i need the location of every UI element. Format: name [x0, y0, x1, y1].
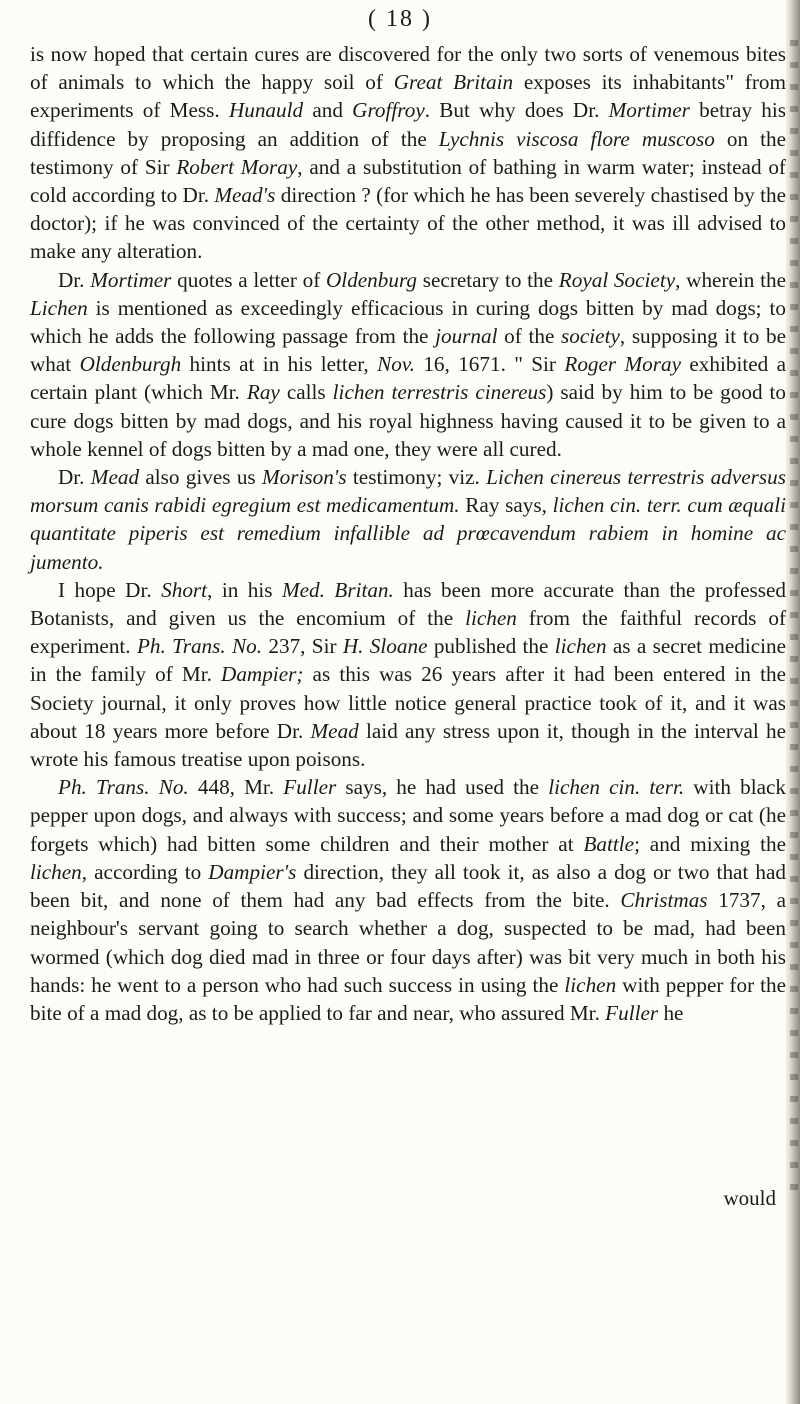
paragraph	[30, 576, 786, 773]
text-run: betray his diffidence by proposing an addition of the	[30, 98, 786, 151]
text-run: with pepper for the bite of a mad dog, as to be applied to far and near, who assured Mr.	[30, 972, 787, 1025]
italic-text-run: Mead's	[214, 183, 276, 208]
italic-text-run: lichen cin. terr.	[548, 775, 685, 800]
text-run: Ray says,	[459, 493, 553, 518]
text-run: testimony; viz.	[346, 465, 487, 490]
text-run: secretary to the	[417, 267, 559, 292]
paragraph	[30, 773, 786, 1027]
text-run: has been more accurate than the professed Botanists, and given us the encomium of the	[30, 577, 786, 631]
text-run: exhibited a certain plant (which Mr.	[30, 352, 787, 405]
text-run: Dr.	[58, 465, 91, 490]
text-run: direction, they all took it, as also a dog or two that had been bit, and none of them had any bad effects from the bite.	[30, 859, 786, 913]
italic-text-run: lichen	[30, 859, 82, 884]
paragraph	[30, 463, 786, 576]
text-run: direction ? (for which he has been severely chastised by the doctor); if he was convinced of the certainty of the other method, it was ill advised to make any alteration.	[30, 183, 786, 264]
text-run: as this was 26 years after it had been entered in the Society journal, it only proves how little notice general practice took of it, and it was about 18 years more before Dr.	[30, 662, 786, 743]
italic-text-run: Mortimer	[90, 267, 172, 292]
text-run: is now hoped that certain cures are discovered for the only two sorts of venemous bites of animals to which the happy soil of	[30, 42, 786, 95]
text-run: , in his	[207, 577, 282, 602]
italic-text-run: Lychnis viscosa flore muscoso	[438, 126, 715, 151]
italic-text-run: Christmas	[620, 888, 708, 913]
italic-text-run: Groffroy	[352, 98, 425, 123]
italic-text-run: Mead	[310, 718, 359, 743]
text-run: , and a substitution of bathing in warm water; instead of cold according to Dr.	[30, 154, 786, 208]
text-run: calls	[279, 380, 333, 405]
italic-text-run: Fuller	[605, 1000, 659, 1025]
italic-text-run: Short	[161, 577, 208, 602]
italic-text-run: Med. Britan.	[281, 577, 394, 602]
italic-text-run: Oldenburgh	[79, 352, 182, 377]
text-run: is mentioned as exceedingly efficacious in curing dogs bitten by mad dogs; to which he adds the following passage from the	[30, 295, 786, 349]
text-run: 16, 1671. " Sir	[414, 352, 565, 377]
italic-text-run: Hunauld	[228, 98, 304, 123]
italic-text-run: lichen	[564, 972, 617, 997]
paragraph	[30, 40, 786, 266]
text-run: also gives us	[139, 465, 262, 490]
text-run: , according to	[81, 859, 209, 884]
text-run: , supposing it to be what	[30, 324, 786, 377]
text-run: Dr.	[58, 267, 91, 292]
text-run: ) said by him to be good to cure dogs bitten by mad dogs, and his royal highness having caused it to be given to a whole kennel of dogs bitten by a mad one, they were all cured.	[30, 380, 787, 461]
text-run: 237, Sir	[262, 634, 343, 659]
italic-text-run: Oldenburg	[326, 267, 418, 292]
text-run: 1737, a neighbour's servant going to search whether a dog, suspected to be mad, had been wormed (which dog died mad in three or four days after) was bit very much in both his hands: he went to a person who had such success in using the	[30, 888, 787, 997]
italic-text-run: lichen terrestris cinereus	[332, 380, 547, 405]
adjacent-page-text-bleed	[790, 40, 798, 1200]
italic-text-run: Mortimer	[608, 98, 690, 123]
italic-text-run: Lichen cinereus terrestris adversus morsum canis rabidi egregium est medicamentum.	[30, 465, 786, 518]
text-run: I hope Dr.	[58, 577, 162, 602]
italic-text-run: Mead	[90, 465, 140, 490]
body-text	[30, 40, 786, 1027]
text-run: quotes a letter of	[171, 267, 326, 292]
text-run: published the	[427, 634, 555, 659]
text-run: and	[303, 98, 353, 123]
italic-text-run: Great Britain	[393, 70, 514, 95]
text-run: of the	[497, 324, 562, 349]
catchword: would	[723, 1186, 776, 1210]
italic-text-run: Fuller	[283, 775, 337, 800]
italic-text-run: Morison's	[262, 465, 347, 490]
italic-text-run: Ray	[246, 380, 280, 405]
italic-text-run: Ph. Trans. No.	[58, 775, 189, 800]
italic-text-run: Ph. Trans. No.	[136, 634, 263, 659]
italic-text-run: Lichen	[30, 295, 88, 320]
text-run: hints at in his letter,	[181, 352, 378, 377]
text-run: as a secret medicine in the family of Mr.	[30, 634, 786, 687]
italic-text-run: Nov.	[377, 352, 415, 377]
text-run: , wherein the	[675, 267, 786, 292]
italic-text-run: Robert Moray	[176, 154, 298, 179]
italic-text-run: lichen	[465, 606, 517, 631]
text-run: ; and mixing the	[634, 831, 786, 856]
italic-text-run: lichen	[554, 634, 607, 659]
page-number-header: ( 18 )	[368, 6, 432, 32]
text-run: on the testimony of Sir	[30, 126, 787, 179]
italic-text-run: lichen cin. terr. cum æquali quantitate piperis est remedium infallible ad prœcavendum rabiem in homine ac jumento.	[30, 493, 786, 574]
text-run: with black pepper upon dogs, and always with success; and some years before a mad dog or cat (he forgets which) had bitten some children and their mother at	[30, 775, 786, 856]
page-gutter-edge	[786, 0, 800, 1404]
italic-text-run: H. Sloane	[342, 634, 428, 659]
text-run: from the faithful records of experiment.	[30, 606, 787, 659]
text-run: 448, Mr.	[188, 775, 284, 800]
italic-text-run: Dampier's	[208, 859, 297, 884]
text-run: . But why does Dr.	[424, 98, 609, 123]
italic-text-run: Roger Moray	[564, 352, 682, 377]
text-run: laid any stress upon it, though in the interval he wrote his famous treatise upon poisons.	[30, 718, 786, 772]
paragraph	[30, 266, 786, 463]
italic-text-run: Dampier;	[221, 662, 304, 687]
italic-text-run: society	[561, 324, 620, 349]
italic-text-run: Battle	[583, 831, 635, 856]
italic-text-run: Royal Society	[558, 267, 676, 292]
text-run: he	[658, 1000, 684, 1025]
text-run: says, he had used the	[336, 775, 549, 800]
italic-text-run: journal	[435, 324, 498, 349]
text-run: exposes its inhabitants" from experiments of Mess.	[30, 70, 786, 123]
